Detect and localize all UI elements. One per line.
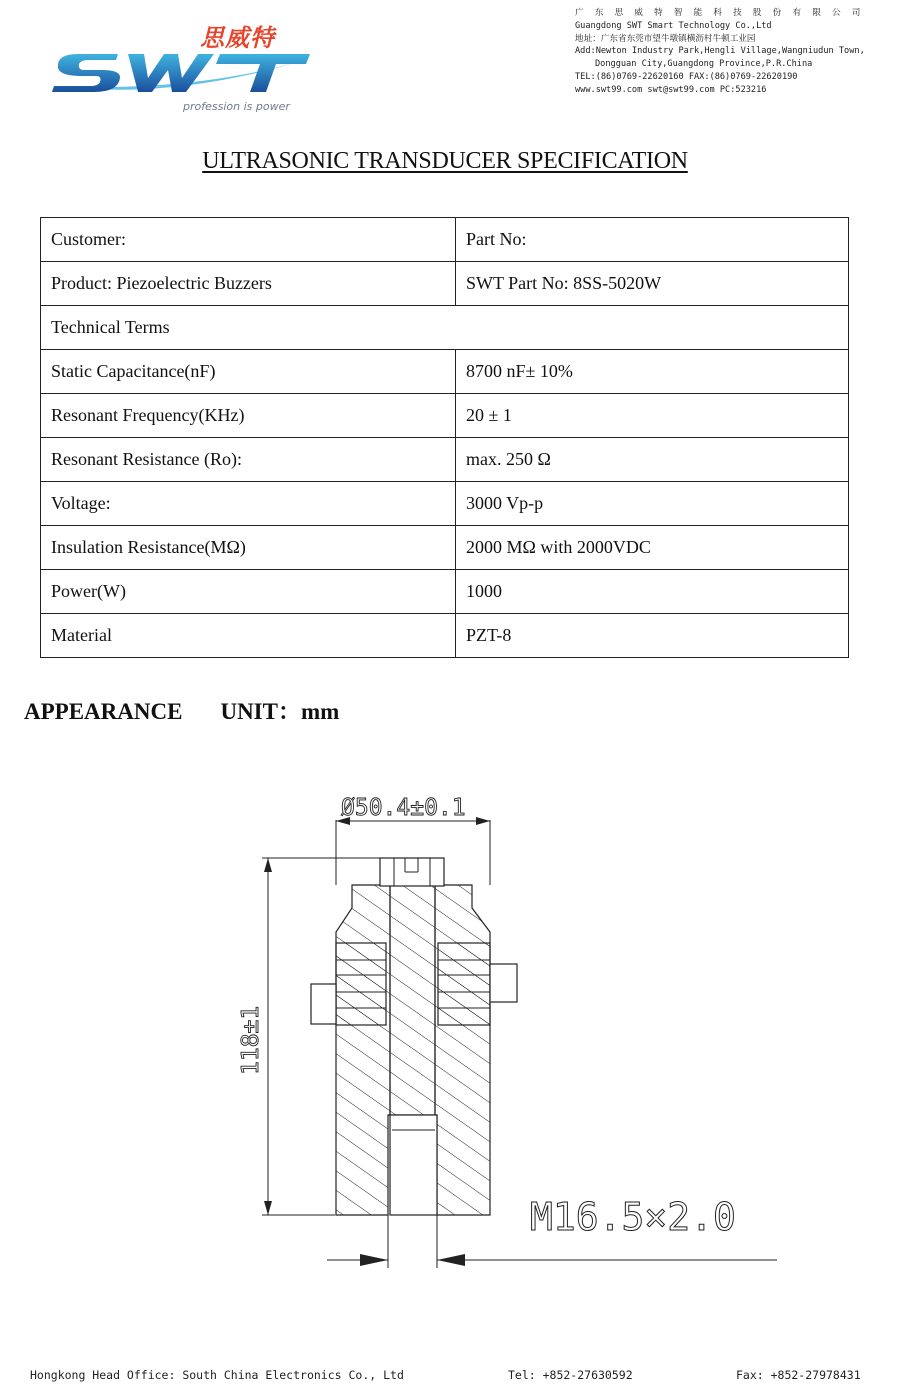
logo-chinese-name: 思威特 [200, 24, 275, 52]
spec-name: Insulation Resistance(MΩ) [41, 526, 456, 570]
table-row [41, 614, 849, 658]
spec-value: 3000 Vp-p [456, 482, 849, 526]
company-name-en: Guangdong SWT Smart Technology Co.,Ltd [575, 20, 772, 31]
appearance-heading [24, 693, 339, 726]
table-row [41, 438, 849, 482]
company-address-cn: 地址：广东省东莞市望牛墩镇横沥村牛顿工业园 [575, 33, 756, 44]
technical-terms-heading: Technical Terms [41, 306, 849, 350]
company-logo [48, 14, 323, 119]
diameter-label: Ø50.4±0.1 [341, 795, 466, 821]
swt-logo-icon [48, 42, 323, 104]
spec-name: Resonant Frequency(KHz) [41, 394, 456, 438]
spec-name: Static Capacitance(nF) [41, 350, 456, 394]
table-row [41, 306, 849, 350]
spec-value: 1000 [456, 570, 849, 614]
company-address-en-1: Add:Newton Industry Park,Hengli Village,Wangniudun Town, [575, 46, 865, 57]
part-no-label: Part No: [456, 218, 849, 262]
table-row [41, 262, 849, 306]
table-row [41, 482, 849, 526]
spec-value: 20 ± 1 [456, 394, 849, 438]
logo-tagline: profession is power [183, 100, 290, 113]
spec-name: Voltage: [41, 482, 456, 526]
company-info [575, 7, 865, 97]
table-row [41, 218, 849, 262]
spec-value: 2000 MΩ with 2000VDC [456, 526, 849, 570]
table-row [41, 394, 849, 438]
footer-fax: Fax: +852-27978431 [736, 1368, 861, 1382]
document-title: ULTRASONIC TRANSDUCER SPECIFICATION [202, 148, 688, 174]
company-address-en-2: Dongguan City,Guangdong Province,P.R.China [595, 59, 813, 70]
transducer-drawing [0, 760, 900, 1320]
spec-value: max. 250 Ω [456, 438, 849, 482]
thread-label: M16.5×2.0 [530, 1195, 736, 1239]
company-web-email: www.swt99.com swt@swt99.com PC:523216 [575, 84, 767, 95]
company-phone-fax: TEL:(86)0769-22620160 FAX:(86)0769-22620190 [575, 71, 798, 82]
appearance-label: APPEARANCE [24, 699, 183, 724]
swt-part-no: SWT Part No: 8SS-5020W [456, 262, 849, 306]
company-name-cn: 广 东 思 威 特 智 能 科 技 股 份 有 限 公 司 [575, 8, 864, 18]
table-row [41, 570, 849, 614]
customer-label: Customer: [41, 218, 456, 262]
spec-name: Resonant Resistance (Ro): [41, 438, 456, 482]
footer-tel: Tel: +852-27630592 [508, 1368, 633, 1382]
transducer-cross-section [311, 858, 517, 1215]
spec-value: PZT-8 [456, 614, 849, 658]
spec-name: Material [41, 614, 456, 658]
spec-value: 8700 nF± 10% [456, 350, 849, 394]
height-label: 118±1 [238, 1005, 264, 1075]
spec-name: Power(W) [41, 570, 456, 614]
product-label: Product: Piezoelectric Buzzers [41, 262, 456, 306]
table-row [41, 350, 849, 394]
footer-office: Hongkong Head Office: South China Electronics Co., Ltd [30, 1368, 404, 1382]
table-row [41, 526, 849, 570]
spec-table [40, 217, 849, 658]
unit-label: UNIT：mm [220, 699, 340, 724]
